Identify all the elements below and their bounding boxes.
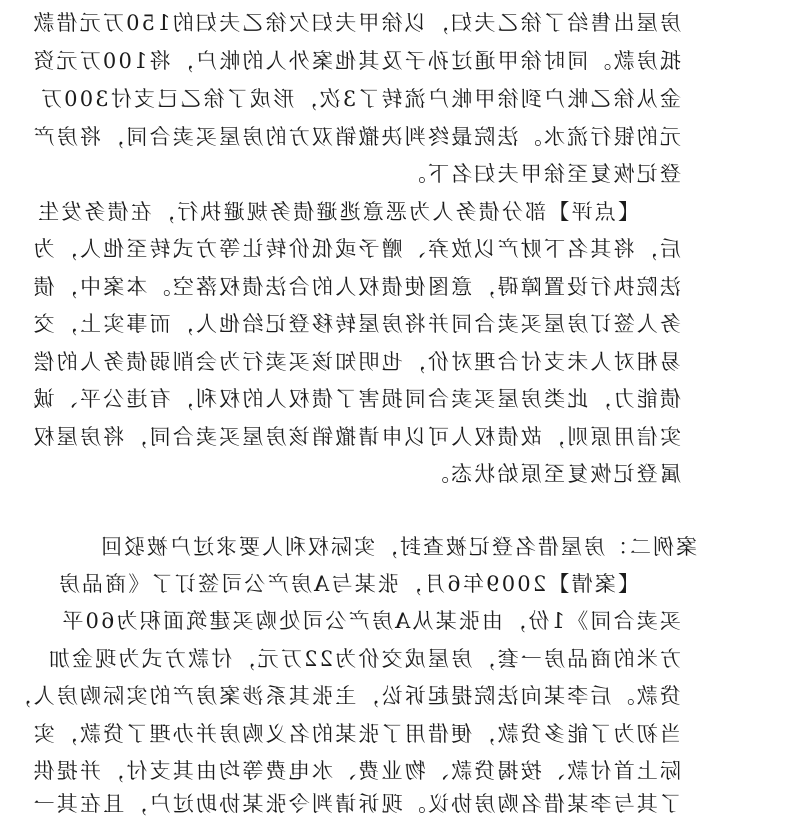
text-line: 当初为了能多贷款，便借用了张某的名义购房并办理了贷款，实 — [31, 722, 681, 746]
case-facts-first-line: 【案情】2009年6月，张某与A房产公司签订了《商品房 — [56, 572, 639, 596]
text-line: 金从徐乙帐户到徐甲帐户流转了3次，形成了徐乙已支付300万 — [38, 87, 681, 111]
text-line: 买卖合同》1份，由张某从A房产公司处购买建筑面积为60平 — [60, 609, 681, 633]
text-line: 属登记恢复至原始状态。 — [425, 462, 681, 486]
text-line: 登记恢复至徐甲夫妇名下。 — [402, 162, 681, 186]
text-line: 后，将其名下财产以放弃、赠予或低价转让等方式转至他人，为 — [31, 237, 681, 261]
text-line: 方米的商品房一套，房屋成交价为22万元，付款方式为现金加 — [46, 647, 681, 671]
commentary-first-line: 【点评】部分债务人为恶意逃避债务规避执行，在债务发生 — [35, 200, 639, 224]
text-line: 实信用原则，故债权人可以申请撤销该房屋买卖合同，将房屋权 — [31, 425, 681, 449]
text-line: 元的银行流水。法院最终判决撤销双方的房屋买卖合同，将房产 — [31, 125, 681, 149]
text-line: 务人签订房屋买卖合同并将房屋转移登记给他人，而事实上，交 — [31, 312, 681, 336]
text-line: 抵房款。同时徐甲通过孙子及其他案外人的帐户，将100万元资 — [31, 49, 681, 73]
text-line: 易相对人未支付合理对价，也明知该买卖行为会削弱债务人的偿 — [31, 350, 681, 374]
case-heading: 案例二：房屋借名登记被查封，实际权利人要求过户被驳回 — [99, 535, 697, 559]
text-line: 法院执行设置障碍，意图使债权人的合法债权落空。本案中，债 — [31, 275, 681, 299]
text-line: 贷款。后李某向法院提起诉讼，主张其系涉案房产的实际购房人， — [8, 684, 681, 708]
text-line: 了其与李某借名购房协议。现诉请判令张某协助过户，且在其一 — [31, 792, 681, 816]
text-line: 债能力，此类房屋买卖合同损害了债权人的权利，有违公平、诚 — [31, 387, 681, 411]
text-line: 际上首付款、按揭贷款、物业费、水电费等均由其支付，并提供 — [31, 759, 681, 783]
text-line: 房屋出售给了徐乙夫妇，以徐甲夫妇欠徐乙夫妇的150万元借款 — [31, 11, 681, 35]
